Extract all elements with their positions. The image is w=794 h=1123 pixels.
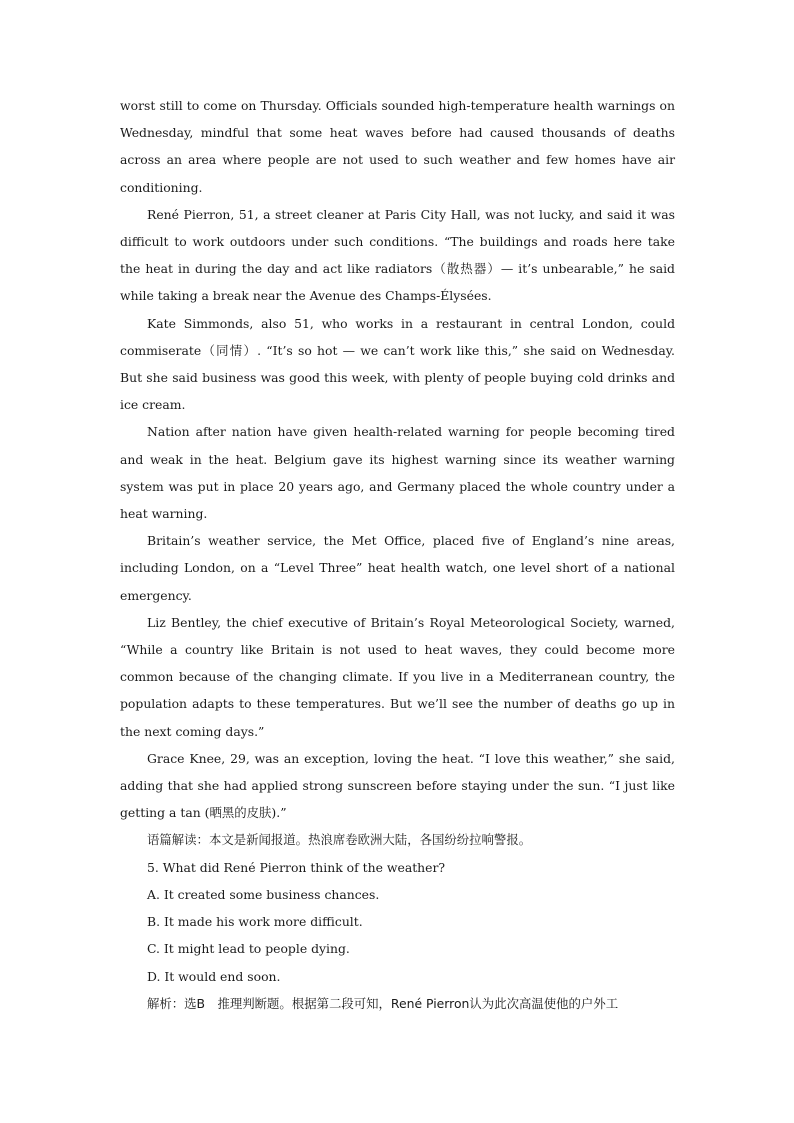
article-paragraph-1: worst still to come on Thursday. Officials sounded high-temperature health warnings on Wednesday, mindful that some heat waves before had caused thousands of deaths across an area where people are not used to such weather and few homes have air conditioning. <box>120 98 675 195</box>
article-paragraph-3: Kate Simmonds, also 51, who works in a restaurant in central London, could commiserate（同情）. “It’s so hot — we can’t work like this,” she said on Wednesday. But she said business was good this week, with plenty of people buying cold drinks and ice cream. <box>120 315 675 413</box>
option-c: C. It might lead to people dying. <box>147 941 350 957</box>
article-paragraph-5: Britain’s weather service, the Met Office, placed five of England’s nine areas, including London, on a “Level Three” heat health watch, one level short of a national emergency. <box>120 533 675 603</box>
document-page <box>120 92 675 1017</box>
option-b: B. It made his work more difficult. <box>147 914 363 930</box>
option-a: A. It created some business chances. <box>147 886 380 902</box>
article-paragraph-4: Nation after nation have given health-related warning for people becoming tired and weak in the heat. Belgium gave its highest warning since its weather warning system was put in place 20 years ago, and Germany placed the whole country under a heat warning. <box>120 424 675 522</box>
article-paragraph-6: Liz Bentley, the chief executive of Britain’s Royal Meteorological Society, warned, “While a country like Britain is not used to heat waves, they could become more common because of the changing climate. If you live in a Mediterranean country, the population adapts to these temperatures. But we’ll see the number of deaths go up in the next coming days.” <box>120 614 675 739</box>
answer-analysis: 解析：选B 推理判断题。根据第二段可知，René Pierron认为此次高温使他的户外工 <box>147 995 619 1011</box>
article-paragraph-2: René Pierron, 51, a street cleaner at Paris City Hall, was not lucky, and said it was difficult to work outdoors under such conditions. “The buildings and roads here take the heat in during the day and act like radiators（散热器）— it’s unbearable,” he said while taking a break near the Avenue des Champs-Élysées. <box>120 206 675 304</box>
question-stem: 5. What did René Pierron think of the weather? <box>147 859 446 875</box>
option-d: D. It would end soon. <box>147 968 281 984</box>
article-paragraph-7: Grace Knee, 29, was an exception, loving the heat. “I love this weather,” she said, adding that she had applied strong sunscreen before staying under the sun. “I just like getting a tan (晒黑的皮肤).” <box>120 750 675 821</box>
passage-summary: 语篇解读：本文是新闻报道。热浪席卷欧洲大陆，各国纷纷拉响警报。 <box>147 832 532 848</box>
